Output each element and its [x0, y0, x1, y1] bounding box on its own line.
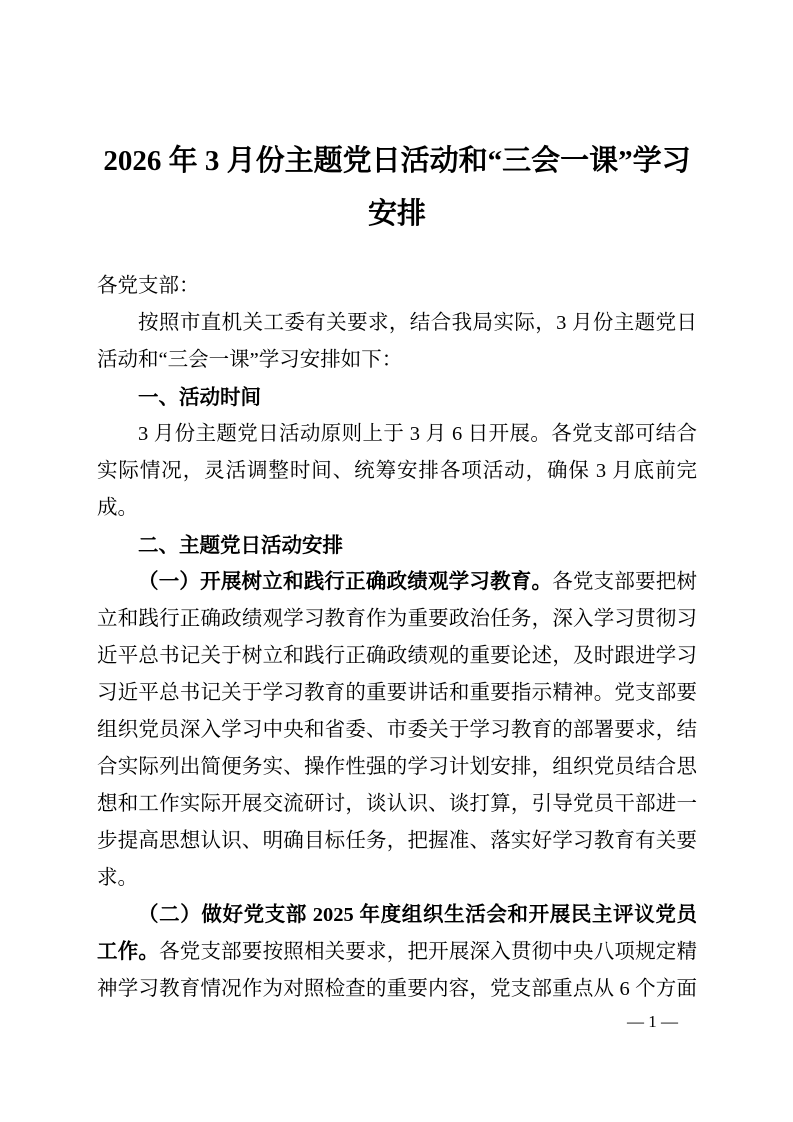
document-content	[97, 135, 697, 1008]
paragraph-lead-bold: （一）开展树立和践行正确政绩观学习教育。	[138, 571, 553, 593]
page-number: — 1 —	[627, 1012, 678, 1031]
paragraph: 各党支部：	[97, 275, 200, 297]
paragraph: 3 月份主题党日活动原则上于 3 月 6 日开展。各党支部可结合实际情况，灵活调整时间、统筹安排各项活动，确保 3 月底前完成。	[97, 423, 697, 519]
paragraph: （一）开展树立和践行正确政绩观学习教育。各党支部要把树立和践行正确政绩观学习教育作为重要政治任务，深入学习贯彻习近平总书记关于树立和践行正确政绩观的重要论述，及时跟进学习习近平总书记关于学习教育的重要讲话和重要指示精神。党支部要组织党员深入学习中央和省委、市委关于学习教育的部署要求，结合实际列出简便务实、操作性强的学习计划安排，组织党员结合思想和工作实际开展交流研讨，谈认识、谈打算，引导党员干部进一步提高思想认识、明确目标任务，把握准、落实好学习教育有关要求。	[97, 571, 698, 889]
document-title: 2026 年 3 月份主题党日活动和“三会一课”学习安排	[103, 145, 691, 230]
paragraph: （二）做好党支部 2025 年度组织生活会和开展民主评议党员工作。各党支部要按照相关要求，把开展深入贯彻中央八项规定精神学习教育情况作为对照检查的重要内容，党支部重点从 6 个方面	[97, 904, 698, 1000]
document-body	[97, 268, 697, 1008]
paragraph-lead-bold: （二）做好党支部 2025 年度组织生活会和开展民主评议党员工作。	[97, 904, 697, 963]
paragraph: 按照市直机关工委有关要求，结合我局实际，3 月份主题党日活动和“三会一课”学习安排如下：	[97, 312, 697, 371]
section-heading: 二、主题党日活动安排	[138, 534, 343, 557]
section-heading: 一、活动时间	[138, 386, 261, 409]
